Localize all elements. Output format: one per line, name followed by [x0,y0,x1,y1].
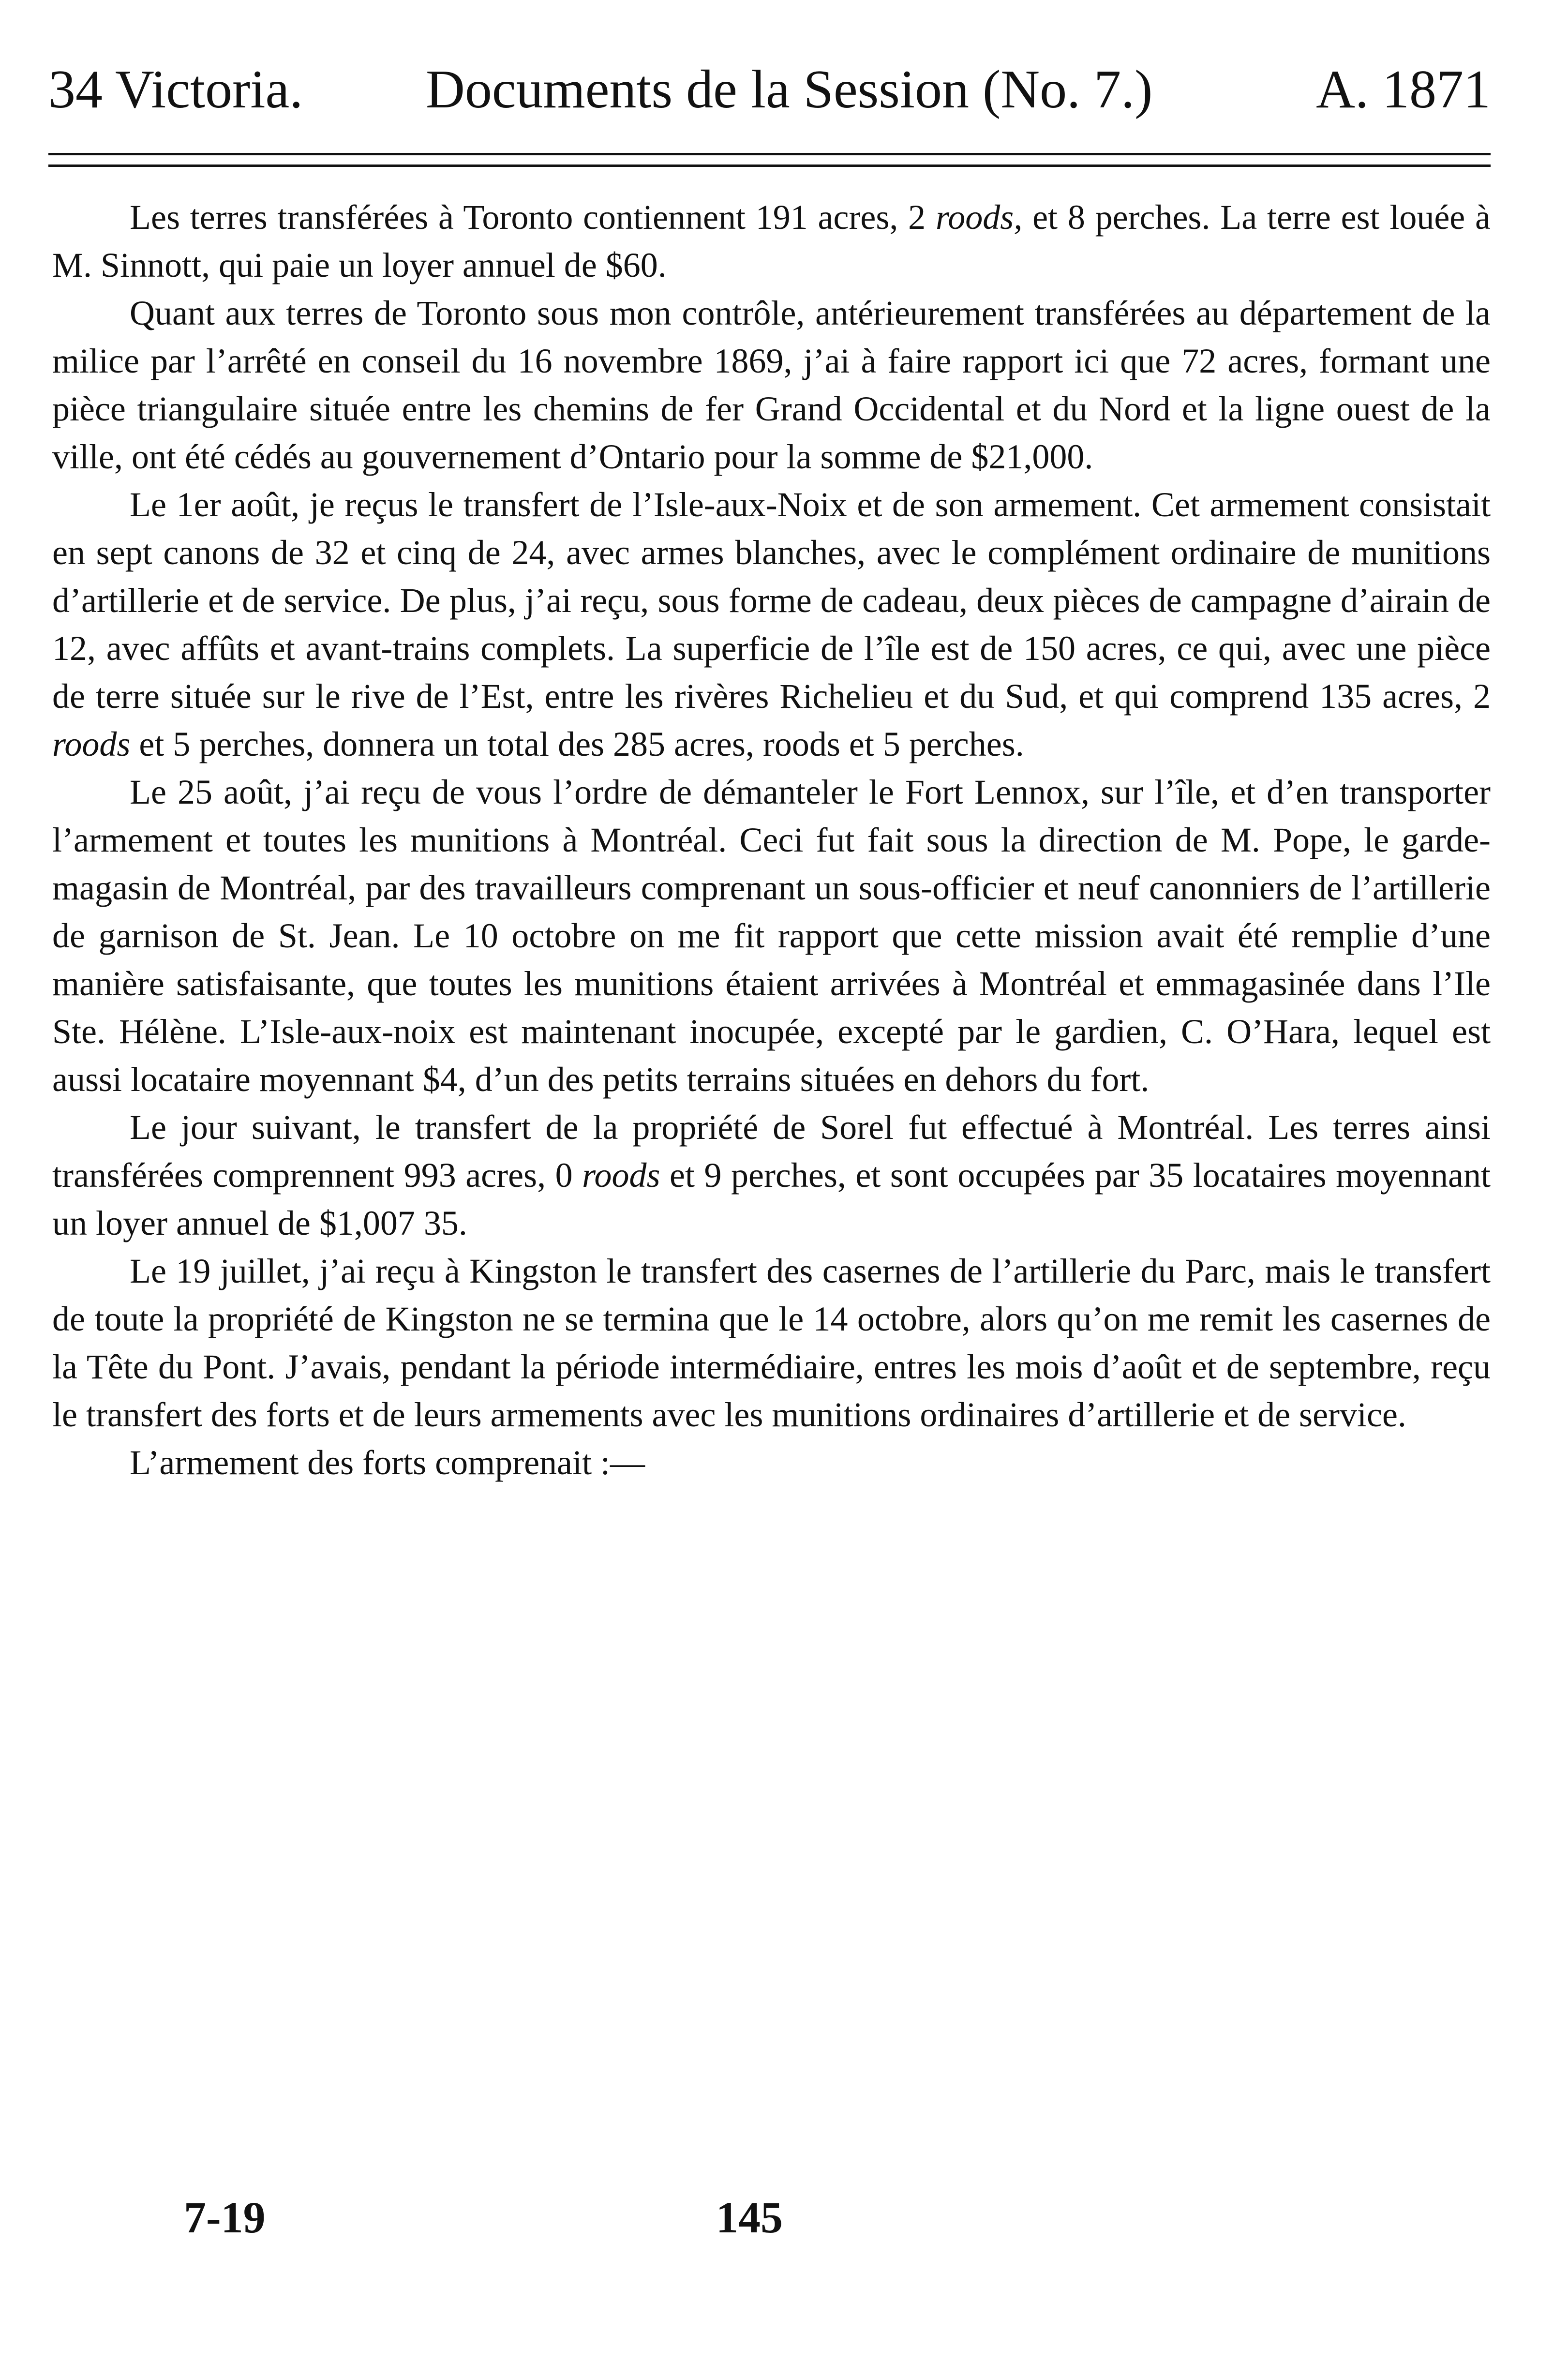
paragraph-1-text: Les terres transférées à Toronto contiennent 191 acres, 2 [130,198,936,237]
paragraph-1-text-end: et 8 perches. La terre est louée à M. Sinnott, qui paie un loyer annuel de $60. [52,198,1491,284]
paragraph-4 [52,768,1491,1104]
paragraph-3-text-end: et 5 perches, donnera un total des 285 acres, roods et 5 perches. [130,725,1024,763]
paragraph-4-text: Le 25 août, j’ai reçu de vous l’ordre de démanteler le Fort Lennox, sur l’île, et d’en transporter l’armement et toutes les munitions à Montréal. Ceci fut fait sous la direction de M. Pope, le garde-magasin de Montréal, par des travailleurs comprenant un sous-officier et neuf canonniers de l’artillerie de garnison de St. Jean. Le 10 octobre on me fit rapport que cette mission avait été remplie d’une manière satisfaisante, que toutes les munitions étaient arrivées à Montréal et emmagasinée dans l’Ile Ste. Hélène. L’Isle-aux-noix est maintenant inocupée, excepté par le gardien, C. O’Hara, lequel est aussi locataire moyennant $4, d’un des petits terrains situées en dehors du fort. [52,773,1491,1099]
paragraph-2 [52,289,1491,481]
paragraph-5-text-end: et 9 perches, et sont occupées par 35 locataires moyennant un loyer annuel de $1,007 35. [52,1156,1491,1242]
paragraph-5-text: Le jour suivant, le transfert de la propriété de Sorel fut effectué à Montréal. Les terres ainsi transférées comprennent 993 acres, 0 [52,1108,1491,1195]
header-title: Documents de la Session (No. 7.) [426,60,1153,120]
paragraph-7 [52,1439,1491,1487]
page-number: 145 [716,2193,783,2242]
document-body [52,194,1491,1487]
header-regnal-year: 34 Victoria. [48,60,303,120]
paragraph-3 [52,481,1491,768]
paragraph-5-italic: roods [582,1156,660,1195]
paragraph-3-text: Le 1er août, je reçus le transfert de l’Isle-aux-Noix et de son armement. Cet armement consistait en sept canons de 32 et cinq de 24, avec armes blanches, avec le complément ordinaire de munitions d’artillerie et de service. De plus, j’ai reçu, sous forme de cadeau, deux pièces de campagne d’airain de 12, avec affûts et avant-trains complets. La superficie de l’île est de 150 acres, ce qui, avec une pièce de terre située sur le rive de l’Est, entre les rivères Richelieu et du Sud, et qui comprend 135 acres, 2 [52,485,1491,716]
header-rule-thin [48,153,1491,155]
paragraph-6 [52,1247,1491,1439]
header-year: A. 1871 [1316,60,1491,120]
paragraph-6-text: Le 19 juillet, j’ai reçu à Kingston le transfert des casernes de l’artillerie du Parc, mais le transfert de toute la propriété de Kingston ne se termina que le 14 octobre, alors qu’on me remit les casernes de la Tête du Pont. J’avais, pendant la période intermédiaire, entres les mois d’août et de septembre, reçu le transfert des forts et de leurs armements avec les munitions ordinaires d’artillerie et de service. [52,1252,1491,1434]
paragraph-1 [52,194,1491,289]
paragraph-3-italic: roods [52,725,131,763]
paragraph-7-text: L’armement des forts comprenait :— [130,1443,645,1482]
footer-signature-mark: 7-19 [184,2193,266,2242]
paragraph-5 [52,1104,1491,1247]
header-rule-thick [48,165,1491,167]
page-header [48,58,1491,121]
paragraph-2-text: Quant aux terres de Toronto sous mon contrôle, antérieurement transférées au département de la milice par l’arrêté en conseil du 16 novembre 1869, j’ai à faire rapport ici que 72 acres, formant une pièce triangulaire située entre les chemins de fer Grand Occidental et du Nord et la ligne ouest de la ville, ont été cédés au gouvernement d’Ontario pour la somme de $21,000. [52,294,1491,476]
paragraph-1-italic: roods, [935,198,1023,237]
